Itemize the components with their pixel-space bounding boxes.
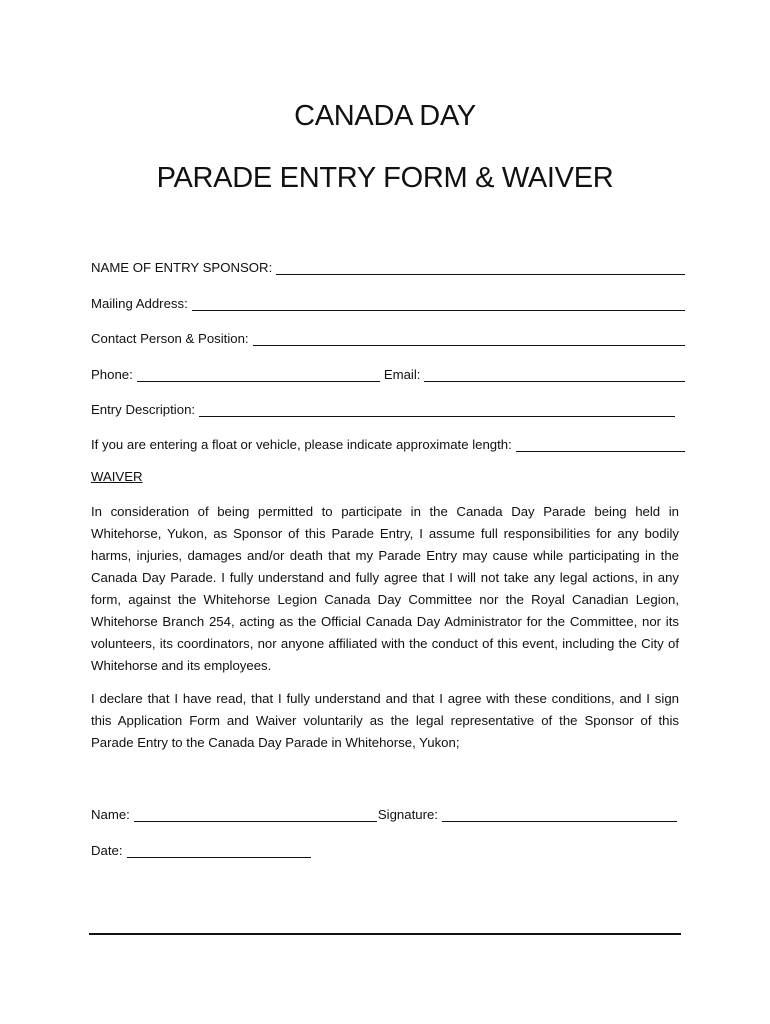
signature-label: Signature: bbox=[377, 807, 438, 822]
date-field[interactable] bbox=[127, 843, 311, 858]
name-field[interactable] bbox=[134, 807, 377, 822]
date-row bbox=[91, 838, 311, 858]
entry-sponsor-field[interactable] bbox=[276, 260, 685, 275]
mailing-address-field[interactable] bbox=[192, 296, 685, 311]
footer-divider bbox=[89, 933, 681, 935]
entry-description-label: Entry Description: bbox=[91, 402, 196, 417]
mailing-address-label: Mailing Address: bbox=[91, 296, 188, 311]
waiver-paragraph-2: I declare that I have read, that I fully understand and that I agree with these conditions, and I sign this Application Form and Waiver voluntarily as the legal representative of the Sponsor of this Parade Entry to the Canada Day Parade in Whitehorse, Yukon; bbox=[91, 691, 679, 750]
waiver-paragraph-1: In consideration of being permitted to participate in the Canada Day Parade being held in Whitehorse, Yukon, as Sponsor of this Parade Entry, I assume full responsibilities for any bodily harms, injuries, damages and/or death that my Parade Entry may cause while participating in the Canada Day Parade. I fully understand and fully agree that I will not take any legal actions, in any form, against the Whitehorse Legion Canada Day Committee nor the Royal Canadian Legion, Whitehorse Branch 254, acting as the Official Canada Day Administrator for the Committee, nor its volunteers, its coordinators, nor anyone affiliated with the conduct of this event, including the City of Whitehorse and its employees. bbox=[91, 504, 679, 673]
float-length-field[interactable] bbox=[516, 437, 685, 452]
date-label: Date: bbox=[91, 843, 123, 858]
signature-field[interactable] bbox=[442, 807, 677, 822]
entry-sponsor-row bbox=[91, 255, 685, 275]
contact-person-row bbox=[91, 326, 685, 346]
name-signature-row bbox=[91, 802, 677, 822]
email-field[interactable] bbox=[424, 367, 685, 382]
contact-person-field[interactable] bbox=[253, 331, 685, 346]
phone-label: Phone: bbox=[91, 367, 133, 382]
phone-email-row bbox=[91, 362, 685, 382]
entry-description-row bbox=[91, 397, 685, 417]
contact-person-label: Contact Person & Position: bbox=[91, 331, 249, 346]
phone-field[interactable] bbox=[137, 367, 380, 382]
float-length-label: If you are entering a float or vehicle, please indicate approximate length: bbox=[91, 437, 512, 452]
entry-sponsor-label: NAME OF ENTRY SPONSOR: bbox=[91, 260, 273, 275]
float-length-row bbox=[91, 432, 685, 452]
mailing-address-row bbox=[91, 291, 685, 311]
name-label: Name: bbox=[91, 807, 130, 822]
waiver-heading: WAIVER bbox=[91, 469, 143, 484]
email-label: Email: bbox=[383, 367, 421, 382]
document-title: CANADA DAY bbox=[294, 100, 476, 132]
document-subtitle: PARADE ENTRY FORM & WAIVER bbox=[156, 162, 614, 194]
entry-description-field[interactable] bbox=[199, 402, 675, 417]
